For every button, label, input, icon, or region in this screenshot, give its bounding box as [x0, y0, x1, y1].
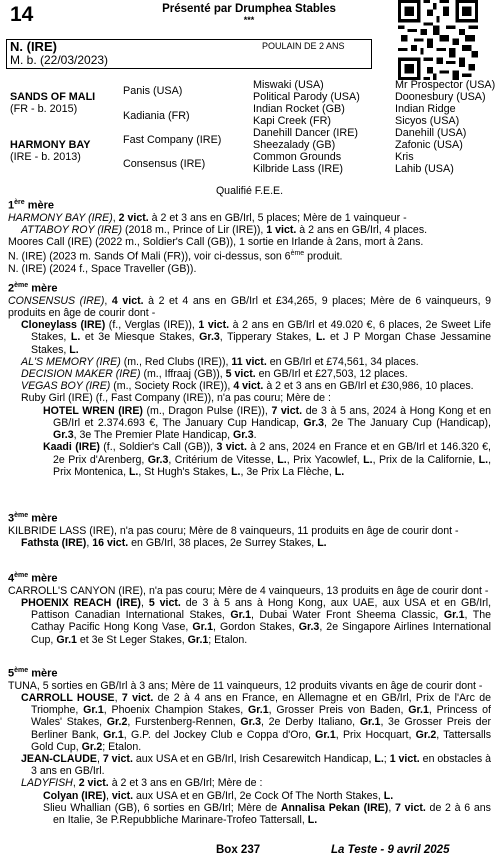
family-section-2 — [8, 280, 491, 478]
pedigree-gen2: Panis (USA) — [123, 85, 183, 97]
lot-number: 14 — [10, 3, 34, 26]
section-heading: 2ème mère — [8, 282, 58, 295]
pedigree-gen3: Indian Rocket (GB) — [253, 103, 345, 115]
pedigree-gen2: Kadiania (FR) — [123, 110, 190, 122]
pedigree-gen3: Political Parody (USA) — [253, 91, 360, 103]
produce-record: Ruby Girl (IRE) (f., Fast Company (IRE)), n'a pas couru; Mère de : — [21, 392, 331, 405]
pedigree-gen4: Zafonic (USA) — [395, 139, 463, 151]
produce-record: ATTABOY ROY (IRE) (2018 m., Prince of Lir (IRE)), 1 vict. à 2 ans en GB/Irl, 4 places. — [21, 224, 428, 237]
dam-name: HARMONY BAY — [10, 139, 91, 151]
produce-record: N. (IRE) (2023 m. Sands Of Mali (FR)), voir ci-dessus, son 6ème produit. — [8, 250, 343, 263]
produce-record: DECISION MAKER (IRE) (m., Iffraaj (GB)), 5 vict. en GB/Irl et £27,503, 12 places. — [21, 368, 408, 381]
family-section-3 — [8, 510, 491, 549]
family-section-1 — [8, 197, 491, 275]
stars: *** — [243, 15, 255, 25]
produce-record: CARROLL HOUSE, 7 vict. de 2 à 4 ans en France, en Allemagne et en GB/Irl, Prix de l'Arc de Triomphe, Gr.1, Phoenix Champion Stakes, Gr.1, Grosser Preis von Baden, Gr.1, Princess of Wales' Stakes, Gr.2, Furstenberg-Rennen, Gr.3, 2e Derby Italiano, Gr.1, 3e Grosser Preis der Berliner Bank, Gr.1, G.P. del Jockey Club e Coppa d'Oro, Gr.1, Prix Hocquart, Gr.2, Tattersalls Gold Cup, Gr.2; Etalon. — [21, 692, 491, 753]
horse-description: M. b. (22/03/2023) — [10, 53, 109, 67]
produce-record: N. (IRE) (2024 f., Space Traveller (GB)). — [8, 263, 197, 276]
pedigree-gen4: Sicyos (USA) — [395, 115, 460, 127]
box-number: Box 237 — [216, 844, 261, 856]
pedigree-gen3: Kapi Creek (FR) — [253, 115, 331, 127]
pedigree-gen3: Sheezalady (GB) — [253, 139, 336, 151]
qr-code-icon — [397, 0, 479, 80]
pedigree-gen3: Danehill Dancer (IRE) — [253, 127, 359, 139]
horse-name: N. (IRE) — [10, 39, 57, 54]
sire-name: SANDS OF MALI — [10, 91, 96, 103]
produce-record: Moores Call (IRE) (2022 m., Soldier's Call (GB)), 1 sortie en Irlande à 2ans, mort à 2ans. — [8, 236, 424, 249]
pedigree-gen4: Lahib (USA) — [395, 163, 454, 175]
section-heading: 1ère mère — [8, 199, 54, 212]
pedigree-gen4: Kris — [395, 151, 414, 163]
produce-record: Colyan (IRE), vict. aux USA et en GB/Irl, 2e Cock Of The North Stakes, L. — [43, 789, 394, 802]
dam-record: CARROLL'S CANYON (IRE), n'a pas couru; Mère de 4 vainqueurs, 13 produits en âge de courir dont - — [8, 584, 489, 597]
family-section-4 — [8, 570, 491, 646]
produce-record: Cloneylass (IRE) (f., Verglas (IRE)), 1 vict. à 2 ans en GB/Irl et 49.020 €, 6 places, 2e Sweet Life Stakes, L. et 3e Miesque Stakes, Gr.3, Tipperary Stakes, L. et J P Morgan Chase Jessamine Stakes, L. — [21, 319, 491, 356]
section-heading: 5ème mère — [8, 667, 58, 680]
dam-record: TUNA, 5 sorties en GB/Irl à 3 ans; Mère de 11 vainqueurs, 12 produits vivants en âge de courir dont - — [8, 679, 483, 692]
horse-category: POULAIN DE 2 ANS — [262, 41, 345, 51]
pedigree-gen3: Miswaki (USA) — [253, 79, 324, 91]
section-heading: 4ème mère — [8, 572, 58, 585]
dam-info: (IRE - b. 2013) — [10, 151, 81, 163]
family-section-5 — [8, 665, 491, 826]
produce-record: JEAN-CLAUDE, 7 vict. aux USA et en GB/Irl, Irish Cesarewitch Handicap, L.; 1 vict. en obstacles à 3 ans en GB/Irl. — [21, 753, 492, 778]
produce-record: LADYFISH, 2 vict. à 2 et 3 ans en GB/Irl; Mère de : — [21, 777, 263, 790]
produce-record: PHOENIX REACH (IRE), 5 vict. de 3 à 5 ans à Hong Kong, aux UAE, aux USA et en GB/Irl, Pattison Canadian International Stakes, Gr.1, Dubai Water Front Sheema Classic, Gr.1, The Cathay Pacific Hong Kong Vase, Gr.1, Gordon Stakes, Gr.3, 2e Singapore Airlines International Cup, Gr.1 et 3e St Leger Stakes, Gr.1; Etalon. — [21, 597, 492, 646]
pedigree-gen2: Fast Company (IRE) — [123, 134, 222, 146]
dam-record: KILBRIDE LASS (IRE), n'a pas couru; Mère de 8 vainqueurs, 11 produits en âge de courir dont - — [8, 524, 459, 537]
produce-record: HOTEL WREN (IRE) (m., Dragon Pulse (IRE)), 7 vict. de 3 à 5 ans, 2024 à Hong Kong et en GB/Irl et 2.374.693 €, The January Cup Handicap, Gr.3, 2e The January Cup (Handicap), Gr.3, 3e The Premier Plate Handicap, Gr.3. — [43, 404, 492, 442]
qualification: Qualifié F.E.E. — [215, 185, 284, 197]
pedigree-gen2: Consensus (IRE) — [123, 158, 206, 170]
produce-record: Slieu Whallian (GB), 6 sorties en GB/Irl; Mère de Annalisa Pekan (IRE), 7 vict. de 2 à 6 ans en Italie, 3e P.Repubbliche Marinare-Trofeo Tattersall, L. — [43, 801, 491, 827]
pedigree-gen3: Kilbride Lass (IRE) — [253, 163, 344, 175]
dam-record: HARMONY BAY (IRE), 2 vict. à 2 et 3 ans en GB/Irl, 5 places; Mère de 1 vainqueur - — [8, 211, 407, 224]
pedigree-gen3: Common Grounds — [253, 151, 342, 163]
sire-info: (FR - b. 2015) — [10, 103, 78, 115]
dam-record: CONSENSUS (IRE), 4 vict. à 2 et 4 ans en GB/Irl et £34,265, 9 places; Mère de 6 vainqueurs, 9 produits en âge de courir dont - — [8, 294, 491, 320]
sale-info: La Teste - 9 avril 2025 — [331, 844, 450, 856]
section-heading: 3ème mère — [8, 512, 58, 525]
pedigree-gen4: Danehill (USA) — [395, 127, 467, 139]
produce-record: VEGAS BOY (IRE) (m., Society Rock (IRE)), 4 vict. à 2 et 3 ans en GB/Irl et £30,986, 10 places. — [21, 380, 474, 393]
produce-record: Fathsta (IRE), 16 vict. en GB/Irl, 38 places, 2e Surrey Stakes, L. — [21, 537, 327, 550]
produce-record: AL'S MEMORY (IRE) (m., Red Clubs (IRE)), 11 vict. en GB/Irl et £74,561, 34 places. — [21, 355, 419, 368]
pedigree-gen4: Doonesbury (USA) — [395, 91, 486, 103]
pedigree-gen4: Indian Ridge — [395, 103, 456, 115]
consignor-title: Présenté par Drumphea Stables — [162, 3, 336, 15]
pedigree-gen4: Mr Prospector (USA) — [395, 79, 496, 91]
produce-record: Kaadi (IRE) (f., Soldier's Call (GB)), 3 vict. à 2 ans, 2024 en France et en GB/Irl et 146.320 €, 2e Prix d'Arenberg, Gr.3, Critérium de Vitesse, L., Prix Yacowlef, L., Prix de la Californie, L., Prix Montenica, L., St Hugh's Stakes, L., 3e Prix La Flèche, L. — [43, 441, 492, 478]
